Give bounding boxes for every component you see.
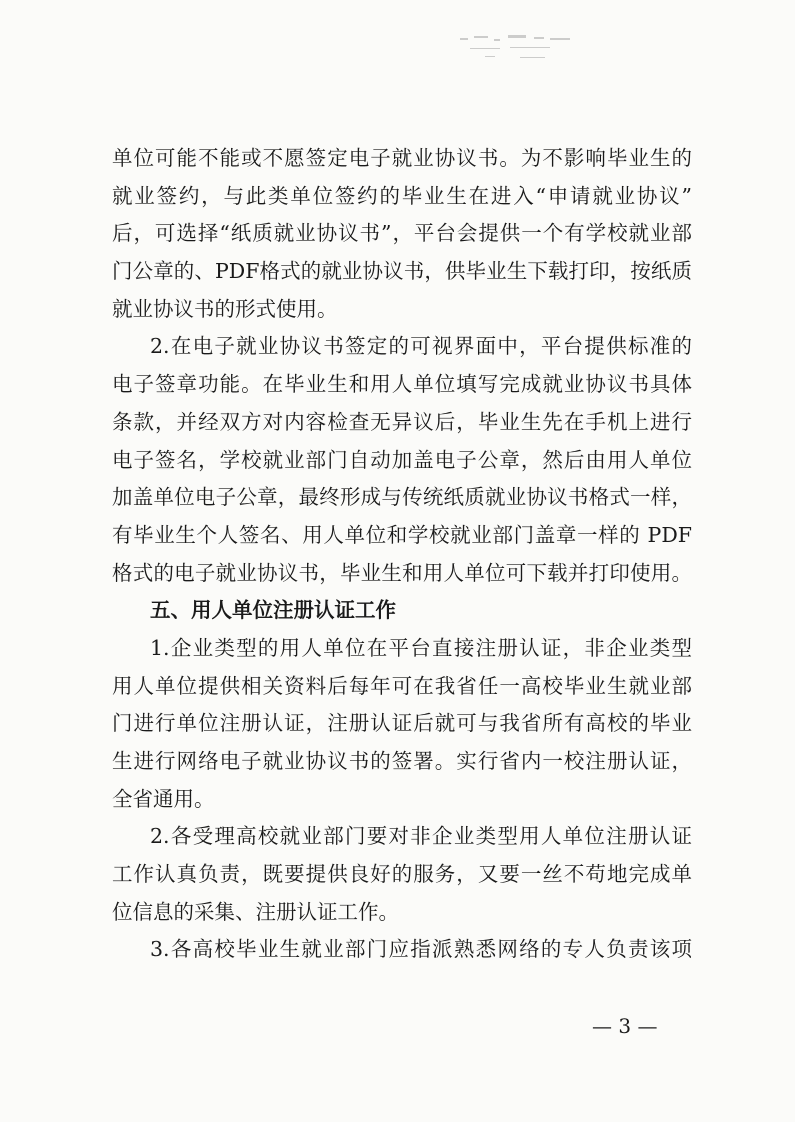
text-line: 生进行网络电子就业协议书的签署。实行省内一校注册认证， <box>112 749 692 773</box>
text-line: 2.在电子就业协议书签定的可视界面中，平台提供标准的 <box>150 334 692 359</box>
page-number: — 3 — <box>592 1014 658 1038</box>
text-line: 全省通用。 <box>112 786 215 811</box>
paragraph <box>112 818 692 931</box>
text-line: 就业签约，与此类单位签约的毕业生在进入“申请就业协议” <box>112 183 692 208</box>
document-body <box>112 140 692 969</box>
paragraph <box>112 630 692 818</box>
paragraph <box>112 140 692 328</box>
text-line: 用人单位提供相关资料后每年可在我省任一高校毕业生就业部 <box>112 673 692 698</box>
text-line: 2.各受理高校就业部门要对非企业类型用人单位注册认证 <box>150 824 692 849</box>
paragraph <box>112 931 692 969</box>
text-line: 加盖单位电子公章，最终形成与传统纸质就业协议书格式一样， <box>112 485 692 510</box>
text-line: 位信息的采集、注册认证工作。 <box>112 899 399 924</box>
section-heading: 五、用人单位注册认证工作 <box>150 598 396 623</box>
text-line: 格式的电子就业协议书，毕业生和用人单位可下载并打印使用。 <box>112 560 692 585</box>
text-line: 单位可能不能或不愿签定电子就业协议书。为不影响毕业生的 <box>112 146 692 170</box>
text-line: 工作认真负责，既要提供良好的服务，又要一丝不苟地完成单 <box>112 862 692 887</box>
text-line: 门公章的、PDF格式的就业协议书，供毕业生下载打印，按纸质 <box>112 259 692 284</box>
text-line: 电子签章功能。在毕业生和用人单位填写完成就业协议书具体 <box>112 372 692 397</box>
text-line: 有毕业生个人签名、用人单位和学校就业部门盖章一样的 PDF <box>112 522 692 547</box>
text-line: 就业协议书的形式使用。 <box>112 296 338 321</box>
text-line: 电子签名，学校就业部门自动加盖电子公章，然后由用人单位 <box>112 447 692 472</box>
text-line: 后，可选择“纸质就业协议书”，平台会提供一个有学校就业部 <box>112 221 692 246</box>
text-line: 1.企业类型的用人单位在平台直接注册认证，非企业类型 <box>150 635 692 660</box>
scan-noise-decoration <box>450 30 590 80</box>
text-line: 3.各高校毕业生就业部门应指派熟悉网络的专人负责该项 <box>150 937 692 962</box>
paragraph <box>112 328 692 592</box>
text-line: 门进行单位注册认证，注册认证后就可与我省所有高校的毕业 <box>112 711 692 736</box>
text-line: 条款，并经双方对内容检查无异议后，毕业生先在手机上进行 <box>112 409 692 434</box>
